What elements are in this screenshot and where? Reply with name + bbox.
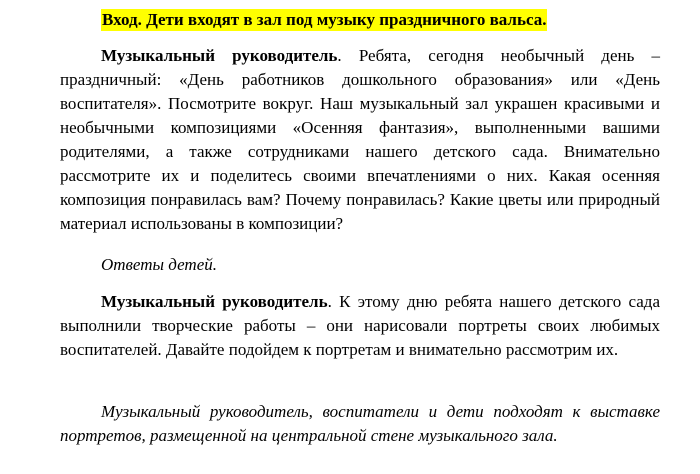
paragraph-portraits xyxy=(60,290,660,362)
paragraph-intro xyxy=(60,44,660,236)
entry-heading-text: Вход. Дети входят в зал под музыку праздничного вальса. xyxy=(102,10,547,29)
paragraph-intro-text: . Ребята, сегодня необычный день – праздничный: «День работников дошкольного образования» или «День воспитателя». Посмотрите вокруг. Наш музыкальный зал украшен красивыми и необычными композициями «Осенняя фантазия», выполненными вашими родителями, а также сотрудниками нашего детского сада. Внимательно рассмотрите их и поделитесь своими впечатлениями о них. Какая осенняя композиция понравилась вам? Почему понравилась? Какие цветы или природный материал использованы в композиции? xyxy=(60,46,660,233)
entry-heading xyxy=(101,8,547,32)
paragraph-portraits-text: . К этому дню ребята нашего детского сада выполнили творческие работы – они нарисовали портреты своих любимых воспитателей. Давайте подойдем к портретам и внимательно рассмотрим их. xyxy=(60,292,661,359)
stage-direction: Музыкальный руководитель, воспитатели и дети подходят к выставке портретов, размещенной на центральной стене музыкального зала. xyxy=(60,402,660,445)
speaker-label: Музыкальный руководитель xyxy=(101,46,338,65)
children-answers: Ответы детей. xyxy=(101,255,217,274)
speaker-label: Музыкальный руководитель xyxy=(101,292,328,311)
